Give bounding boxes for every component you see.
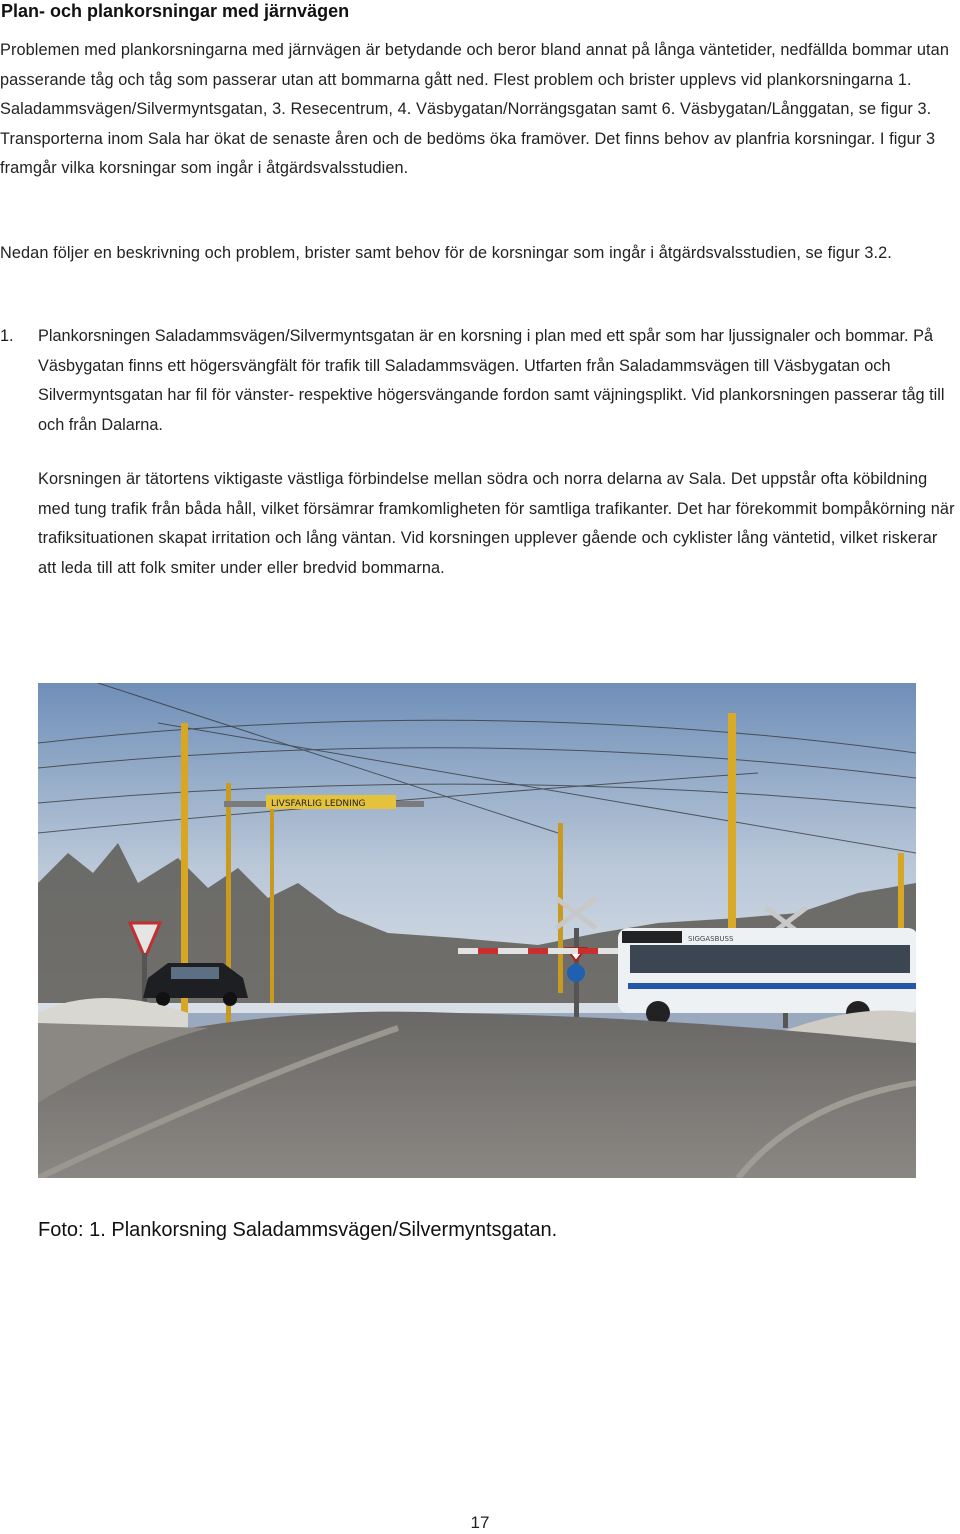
bus-display-text: SIGGASBUSS [688,935,734,943]
description-paragraph: Nedan följer en beskrivning och problem, brister samt behov för de korsningar som ingår i åtgärdsvalsstudien, se figur 3.2. [0,244,892,262]
page-number: 17 [470,1513,490,1532]
warning-sign-text: LIVSFARLIG LEDNING [271,799,366,809]
bus [618,928,916,1025]
intro-paragraph: Problemen med plankorsningarna med järnvägen är betydande och beror bland annat på långa väntetider, nedfällda bommar utan passerande tåg och tåg som passerar utan att bommarna gått ned. Flest problem och brister upplevs vid plankorsningarna 1. Saladammsvägen/Silvermyntsgatan, 3. Resecentrum, 4. Väsbygatan/Norrängsgatan samt 6. Väsbygatan/Långgatan, se figur 3. Transporterna inom Sala har ökat de senaste åren och de bedöms öka framöver. Det finns behov av planfria korsningar. I figur 3 framgår vilka korsningar som ingår i åtgärdsvalsstudien. [0,41,949,178]
list-item-text: Plankorsningen Saladammsvägen/Silvermyntsgatan är en korsning i plan med ett spår som har ljussignaler och bommar. På Väsbygatan finns ett högersvängfält för trafik till Saladammsvägen. Utfarten från Saladammsvägen till Väsbygatan och Silvermyntsgatan har fil för vänster- respektive högersvängande fordon samt väjningsplikt. Vid plankorsningen passerar tåg till och från Dalarna. [38,327,945,434]
crossing-photo [38,683,916,1178]
section-heading: Plan- och plankorsningar med järnvägen [1,1,350,21]
list-number: 1. [0,327,14,345]
photo-caption: Foto: 1. Plankorsning Saladammsvägen/Silvermyntsgatan. [38,1219,558,1241]
crossing-continuation-paragraph: Korsningen är tätortens viktigaste västliga förbindelse mellan södra och norra delarna av Sala. Det uppstår ofta köbildning med tung trafik från båda håll, vilket försämrar framkomligheten för samtliga trafikanter. Det har förekommit bompåkörning när trafiksituationen skapat irritation och lång väntan. Vid korsningen upplever gående och cyklister lång väntetid, vilket riskerar att leda till att folk smiter under eller bredvid bommarna. [38,470,955,577]
